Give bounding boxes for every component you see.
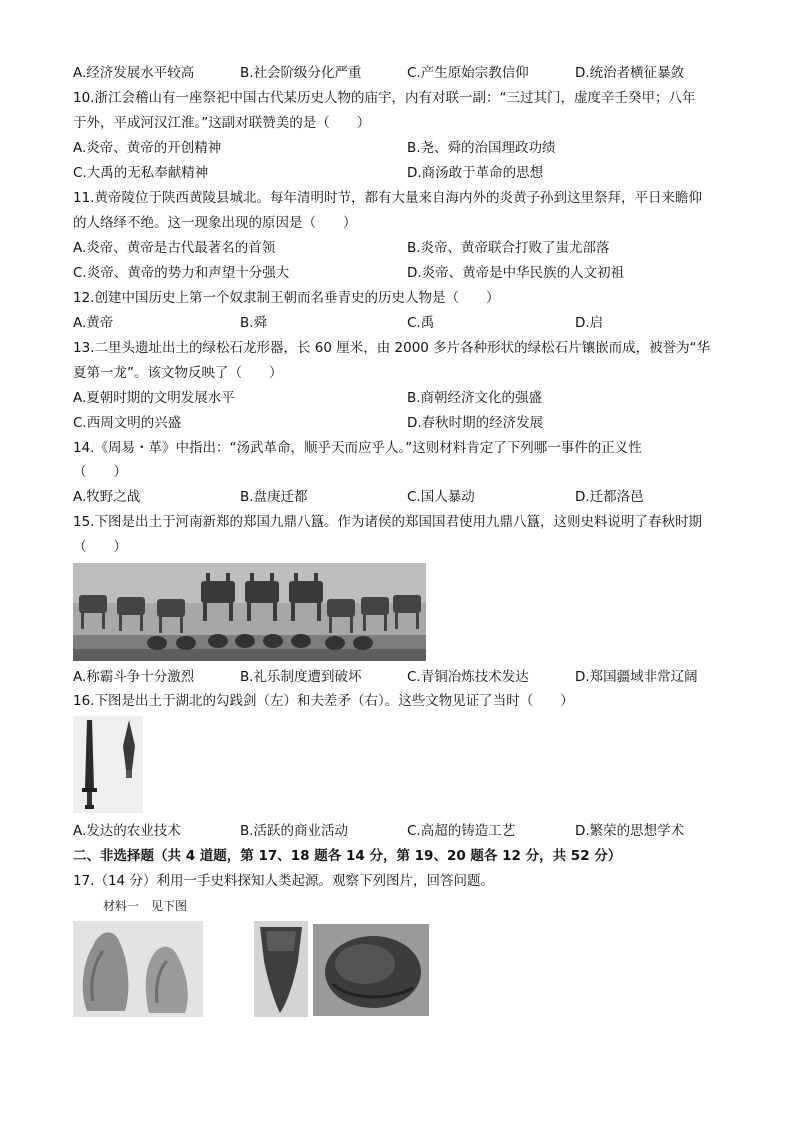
q12-option-b: B.舜 [240,315,268,331]
fossil-tooth-photo [254,921,308,1017]
fossil-teeth-illustration [73,921,203,1017]
q10-option-a: A.炎帝、黄帝的开创精神 [73,140,222,156]
q11-options-row1 [73,239,733,257]
skull-photo [313,924,429,1016]
q12-option-d: D.启 [575,315,604,331]
q10-stem-line2: 于外，平成河汉江淮。”这副对联赞美的是（ ） [73,115,371,131]
q11-option-b: B.炎帝、黄帝联合打败了蚩尤部落 [407,240,610,256]
q14-option-c: C.国人暴动 [407,489,475,505]
q10-options-row1 [73,139,733,157]
q9-option-a: A.经济发展水平较高 [73,65,195,81]
q17-stem: 17.（14 分）利用一手史料探知人类起源。观察下列图片，回答问题。 [73,873,494,889]
q14-stem-line2: （ ） [73,464,127,480]
q17-material1-label: 材料一 见下图 [103,899,188,913]
q11-option-a: A.炎帝、黄帝是古代最著名的首领 [73,240,276,256]
q12-options [73,314,733,332]
q16-option-b: B.活跃的商业活动 [240,823,349,839]
q13-option-b: B.商朝经济文化的强盛 [407,390,543,406]
q13-option-c: C.西周文明的兴盛 [73,415,182,431]
section-2-heading: 二、非选择题（共 4 道题，第 17、18 题各 14 分，第 19、20 题各 12 分，共 52 分） [73,848,622,864]
q12-option-a: A.黄帝 [73,315,114,331]
goujian-sword-fuchai-spear-illustration [73,716,143,813]
q10-stem-line1: 10.浙江会稽山有一座祭祀中国古代某历史人物的庙宇，内有对联一副：“三过其门，虚度辛壬癸甲；八年 [73,90,696,106]
q9-option-c: C.产生原始宗教信仰 [407,65,529,81]
q16-options [73,822,733,840]
q12-option-c: C.禹 [407,315,435,331]
q16-option-d: D.繁荣的思想学术 [575,823,685,839]
q15-stem-line1: 15.下图是出土于河南新郑的郑国九鼎八簋。作为诸侯的郑国国君使用九鼎八簋，这则史料说明了春秋时期 [73,514,702,530]
q15-option-c: C.青铜冶炼技术发达 [407,669,529,685]
q11-option-d: D.炎帝、黄帝是中华民族的人文初祖 [407,265,625,281]
q15-option-a: A.称霸斗争十分激烈 [73,669,195,685]
q13-option-d: D.春秋时期的经济发展 [407,415,544,431]
q14-stem-line1: 14.《周易・革》中指出：“汤武革命，顺乎天而应乎人。”这则材料肯定了下列哪一事件的正义性 [73,440,642,456]
q12-stem: 12.创建中国历史上第一个奴隶制王朝而名垂青史的历史人物是（ ） [73,290,500,306]
q15-options [73,668,733,686]
q13-options-row2 [73,414,733,432]
q15-stem-line2: （ ） [73,539,127,555]
q10-option-b: B.尧、舜的治国理政功绩 [407,140,556,156]
q10-options-row2 [73,164,733,182]
q16-stem: 16.下图是出土于湖北的勾践剑（左）和夫差矛（右）。这些文物见证了当时（ ） [73,693,574,709]
q9-option-d: D.统治者横征暴敛 [575,65,685,81]
sword-spear-photo [73,716,143,813]
q13-stem-line2: 夏第一龙”。该文物反映了（ ） [73,365,283,381]
q9-options [73,64,733,82]
q10-option-d: D.商汤敢于革命的思想 [407,165,544,181]
skull-illustration [313,924,429,1016]
bronze-ding-gui-illustration [73,563,426,661]
q14-option-a: A.牧野之战 [73,489,141,505]
q15-option-b: B.礼乐制度遭到破坏 [240,669,362,685]
q10-option-c: C.大禹的无私奉献精神 [73,165,209,181]
q11-stem-line1: 11.黄帝陵位于陕西黄陵县城北。每年清明时节，都有大量来自海内外的炎黄子孙到这里祭拜，平日来瞻仰 [73,190,702,206]
q16-option-c: C.高超的铸造工艺 [407,823,516,839]
q11-stem-line2: 的人络绎不绝。这一现象出现的原因是（ ） [73,215,357,231]
q9-option-b: B.社会阶级分化严重 [240,65,362,81]
q16-option-a: A.发达的农业技术 [73,823,181,839]
q14-option-b: B.盘庚迁都 [240,489,308,505]
q13-options-row1 [73,389,733,407]
q11-options-row2 [73,264,733,282]
q15-option-d: D.郑国疆域非常辽阔 [575,669,698,685]
q14-options [73,488,733,506]
bronze-ding-gui-photo [73,563,426,661]
fossil-teeth-photo [73,921,203,1017]
fossil-tooth-illustration [254,921,308,1017]
q13-option-a: A.夏朝时期的文明发展水平 [73,390,235,406]
q13-stem-line1: 13.二里头遗址出土的绿松石龙形器，长 60 厘米，由 2000 多片各种形状的绿松石片镶嵌而成，被誉为“华 [73,340,711,356]
q14-option-d: D.迁都洛邑 [575,489,644,505]
q11-option-c: C.炎帝、黄帝的势力和声望十分强大 [73,265,290,281]
